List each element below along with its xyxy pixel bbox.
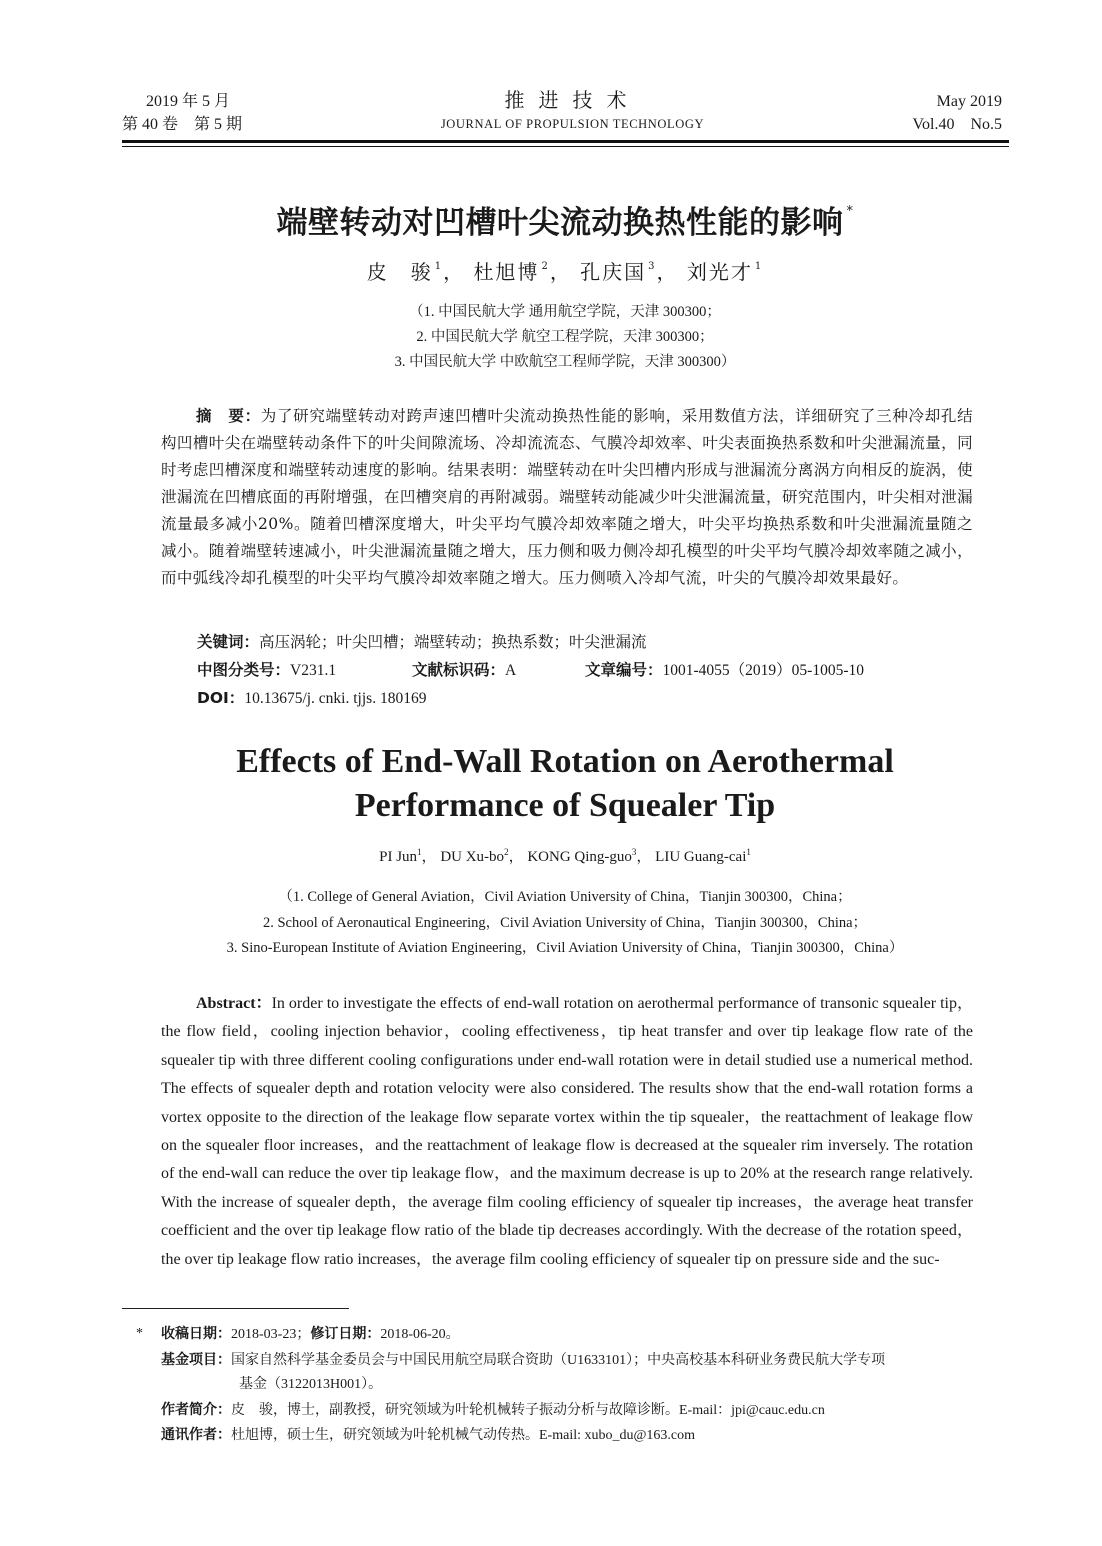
keywords-text: 高压涡轮；叶尖凹槽；端壁转动；换热系数；叶尖泄漏流 xyxy=(259,633,647,651)
received-date: 2018-03-23； xyxy=(231,1327,311,1342)
affiliation-en: 2. School of Aeronautical Engineering，Civil Aviation University of China，Tianjin 300300，China； xyxy=(262,914,868,931)
doc-code-label: 文献标识码： xyxy=(412,661,506,679)
footnote-corresponding xyxy=(136,1423,966,1449)
author-affil-mark: 1 xyxy=(746,847,751,857)
article-number-value: 1001-4055（2019）05-1005-10 xyxy=(662,662,865,679)
abstract-en-text: In order to investigate the effects of end-wall rotation on aerothermal performance of transonic squealer tip，the flow field，cooling injection behavior，cooling effectiveness，tip heat transfer and over tip leakage flow rate of the squealer tip with three different cooling configurations under end-wall rotation were in detail studied use a numerical method. The effects of squealer depth and rotation velocity were also considered. The results show that the end-wall rotation forms a vortex opposite to the direction of the leakage flow separate vortex within the tip squealer，the reattachment of leakage flow on the squealer floor increases，and the reattachment of leakage flow is decreased at the squealer rim inversely. The rotation of the end-wall can reduce the over tip leakage flow，and the maximum decrease is up to 20% at the research range relatively. With the increase of squealer depth，the average film cooling efficiency of squealer tip increases，the average heat transfer coefficient and the over tip leakage flow ratio of the blade tip decreases accordingly. With the decrease of the rotation speed，the over tip leakage flow ratio increases，the average film cooling efficiency of squealer tip on pressure side and the suc- xyxy=(161,995,974,1268)
doc-code-value: A xyxy=(505,662,517,679)
author-cn: 刘光才 xyxy=(686,260,753,284)
author-cn: 皮 骏 xyxy=(366,260,433,284)
corresponding-label: 通讯作者： xyxy=(161,1427,231,1443)
paper-title-en-line: Performance of Squealer Tip xyxy=(354,787,776,824)
clc-label: 中图分类号： xyxy=(197,661,291,679)
fund-label: 基金项目： xyxy=(161,1351,231,1368)
authors-cn: 皮 骏 $^1$， 杜旭博 $^2$， 孔庆国 $^3$， 刘光才 $^1$ xyxy=(366,260,764,284)
doi-line xyxy=(197,685,426,712)
classification-line xyxy=(197,657,336,684)
doi-value: 10.13675/j. cnki. tjjs. 180169 xyxy=(244,690,427,707)
affiliations-cn xyxy=(0,300,1102,375)
bio-label: 作者简介： xyxy=(161,1401,231,1418)
author-affil-mark: 1 xyxy=(434,261,444,272)
doc-code xyxy=(412,657,516,684)
bio-text: 皮 骏，博士，副教授，研究领域为叶轮机械转子振动分析与故障诊断。E-mail：jpi@cauc.edu.cn xyxy=(231,1402,825,1418)
issue-date-en: May 2019 xyxy=(936,93,1002,110)
header-rule-thin xyxy=(122,146,1009,147)
abstract-cn xyxy=(161,403,973,592)
author-affil-mark: 2 xyxy=(504,847,509,857)
header-right xyxy=(913,90,1003,136)
author-affil-mark: 2 xyxy=(541,261,550,272)
journal-name-cn: 推进技术 xyxy=(504,90,641,112)
article-number xyxy=(585,657,864,684)
clc-value: V231.1 xyxy=(290,662,337,679)
affiliation-en: （1. College of General Aviation，Civil Aviation University of China，Tianjin 300300，China； xyxy=(278,889,852,905)
title-footnote-mark: * xyxy=(846,204,854,219)
author-cn: 孔庆国 xyxy=(580,260,647,284)
affiliation-cn: （1. 中国民航大学 通用航空学院，天津 300300； xyxy=(409,304,721,320)
paper-title-cn-text: 端壁转动对凹槽叶尖流动换热性能的影响 xyxy=(276,205,844,241)
author-affil-mark: 3 xyxy=(648,261,657,272)
footnote-rule xyxy=(122,1308,349,1309)
revised-date: 2018-06-20。 xyxy=(380,1327,460,1342)
footnotes xyxy=(136,1322,966,1449)
affiliation-cn: 2. 中国民航大学 航空工程学院，天津 300300； xyxy=(416,329,714,345)
abstract-en xyxy=(161,990,973,1274)
journal-masthead xyxy=(380,88,765,133)
author-en: KONG Qing-guo xyxy=(527,849,632,865)
corresponding-text: 杜旭博，硕士生，研究领域为叶轮机械气动传热。E-mail: xubo_du@163.com xyxy=(231,1428,695,1443)
author-affil-mark: 3 xyxy=(631,847,637,857)
affiliation-en: 3. Sino-European Institute of Aviation Engineering，Civil Aviation University of China，Tianjin 300300，China） xyxy=(226,940,904,956)
abstract-cn-label: 摘 要： xyxy=(196,407,261,425)
issue-volume-cn: 第 40 卷 第 5 期 xyxy=(122,116,243,133)
footnote-dates xyxy=(136,1322,966,1348)
fund-text-cont: 基金（3122013H001）。 xyxy=(239,1377,383,1392)
article-number-label: 文章编号： xyxy=(585,661,663,679)
paper-title-en-line: Effects of End-Wall Rotation on Aerothermal xyxy=(236,743,894,780)
affiliations-en xyxy=(0,885,1102,962)
author-en: DU Xu-bo xyxy=(440,849,505,865)
received-label: 收稿日期： xyxy=(161,1326,231,1342)
revised-label: 修订日期： xyxy=(310,1326,381,1342)
paper-title-cn xyxy=(0,197,1102,242)
paper-title-en xyxy=(0,740,1102,828)
affiliation-cn: 3. 中国民航大学 中欧航空工程师学院，天津 300300） xyxy=(394,354,736,370)
journal-name-en: JOURNAL OF PROPULSION TECHNOLOGY xyxy=(440,117,705,131)
header-rule-thick xyxy=(122,140,1009,143)
author-cn: 杜旭博 xyxy=(473,260,540,284)
author-affil-mark: 1 xyxy=(754,261,764,272)
fund-text: 国家自然科学基金委员会与中国民用航空局联合资助（U1633101）；中央高校基本科研业务费民航大学专项 xyxy=(231,1352,886,1368)
issue-date-cn: 2019 年 5 月 xyxy=(146,93,231,110)
footnote-fund xyxy=(136,1348,966,1374)
author-en: LIU Guang-cai xyxy=(655,849,747,865)
author-affil-mark: 1 xyxy=(417,847,422,857)
issue-volume-en: Vol.40 No.5 xyxy=(912,116,1002,133)
author-en: PI Jun xyxy=(379,849,418,865)
keywords-label: 关键词： xyxy=(197,633,260,651)
keywords-cn xyxy=(197,629,647,656)
footnote-star: * xyxy=(136,1326,143,1341)
header-left xyxy=(122,90,242,136)
authors-en: PI Jun$^1$， DU $Xu-bo^2$， KONG Qing-guo$^3$， LIU Guang-cai$^1$ xyxy=(379,847,751,865)
doi-label: DOI： xyxy=(197,689,245,707)
abstract-cn-text: 为了研究端壁转动对跨声速凹槽叶尖流动换热性能的影响，采用数值方法，详细研究了三种冷却孔结构凹槽叶尖在端壁转动条件下的叶尖间隙流场、冷却流流态、气膜冷却效率、叶尖表面换热系数和叶尖泄漏流量，同时考虑凹槽深度和端壁转动速度的影响。结果表明：端壁转动在叶尖凹槽内形成与泄漏流分离涡方向相反的旋涡，使泄漏流在凹槽底面的再附增强，在凹槽突肩的再附减弱。端壁转动能减少叶尖泄漏流量，研究范围内，叶尖相对泄漏流量最多减小20%。随着凹槽深度增大，叶尖平均气膜冷却效率随之增大，叶尖平均换热系数和叶尖泄漏流量随之减小。随着端壁转速减小，叶尖泄漏流量随之增大，压力侧和吸力侧冷却孔模型的叶尖平均气膜冷却效率随之减小，而中弧线冷却孔模型的叶尖平均气膜冷却效率随之增大。压力侧喷入冷却气流，叶尖的气膜冷却效果最好。 xyxy=(161,407,973,587)
footnote-bio xyxy=(136,1398,966,1424)
abstract-en-label: Abstract： xyxy=(196,995,272,1012)
